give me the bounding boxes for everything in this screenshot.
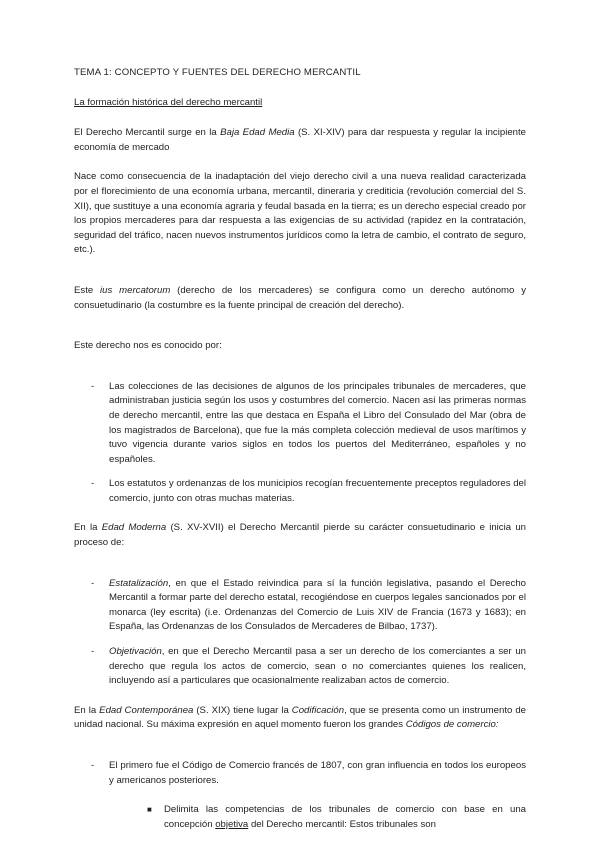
- list-item-text: El primero fue el Código de Comercio francés de 1807, con gran influencia en todos los europeos y americanos posteriores.: [109, 760, 526, 786]
- nested-text-c: del Derecho mercantil: Estos tribunales son: [248, 818, 436, 830]
- list-item-text: , en que el Estado reivindica para sí la función legislativa, pasando el Derecho Mercantil a formar parte del derecho estatal, recogiéndose en cuerpos legales sancionados por el monarca (ley escrita) (i.e. Ordenanzas del Comercio de Luis XIV de Francia (1673 y 1683); en España, las Ordenanzas de los Consulados de Mercaderes de Bilbao, 1737).: [109, 577, 526, 633]
- document-title: TEMA 1: CONCEPTO Y FUENTES DEL DERECHO MERCANTIL: [74, 67, 361, 78]
- estatalizacion-term: Estatalización: [109, 577, 169, 589]
- paragraph-origin-text-a: El Derecho Mercantil surge en la: [74, 127, 221, 139]
- codificacion-term: Codificación: [291, 704, 345, 716]
- paragraph-edad-moderna: [74, 521, 526, 550]
- list-item: [74, 759, 526, 832]
- sources-list: [74, 380, 526, 507]
- list-item-text: , en que el Derecho Mercantil pasa a ser un derecho de los comerciantes a ser un derecho que regula los actos de comercio, sean o no comerciantes quienes los realicen, incluyendo así a particulares que ocasionalmente realizaban actos de comercio.: [109, 646, 526, 687]
- paragraph-ius-text-c: (derecho de los mercaderes) se configura como un derecho autónomo y consuetudinario (la costumbre es la fuente principal de creación del derecho).: [74, 284, 526, 311]
- process-list: [74, 577, 526, 689]
- paragraph-context: Nace como consecuencia de la inadaptación del viejo derecho civil a una nueva realidad caracterizada por el florecimiento de una economía urbana, mercantil, dineraria y crediticia (revolución comercial del S. XII), que sustituye a una economía agraria y feudal basada en la tierra; es un derecho especial creado por los propios mercaderes para dar respuesta a las exigencias de su actividad (rapidez en la contratación, seguridad del tráfico, nacen nuevos instrumentos jurídicos como la letra de cambio, el contrato de seguro, etc.).: [74, 171, 526, 256]
- nested-list: [109, 803, 526, 832]
- codigos-de-comercio-term: Códigos de comercio:: [405, 719, 499, 731]
- paragraph-moderna-text-c: (S. XV-XVII) el Derecho Mercantil pierde su carácter consuetudinario e inicia un proceso de:: [74, 522, 526, 549]
- section-heading: La formación histórica del derecho mercantil: [74, 96, 263, 108]
- paragraph-known-by: Este derecho nos es conocido por:: [74, 340, 222, 352]
- paragraph-moderna-text-a: En la: [74, 522, 102, 534]
- paragraph-contemp-text-c: (S. XIX) tiene lugar la: [193, 704, 292, 716]
- paragraph-ius-mercatorum: [74, 284, 526, 313]
- list-item: [74, 577, 526, 635]
- paragraph-origin: [74, 126, 526, 155]
- objetiva-term: objetiva: [215, 818, 249, 830]
- baja-edad-media-term: Baja Edad Media: [220, 127, 295, 139]
- paragraph-ius-text-a: Este: [74, 284, 101, 296]
- nested-list-item: [74, 803, 526, 832]
- objetivacion-term: Objetivación: [109, 646, 162, 658]
- edad-contemporanea-term: Edad Contemporánea: [99, 704, 194, 716]
- list-item: - Las colecciones de las decisiones de algunos de los principales tribunales de mercaderes, que administraban justicia según los usos y costumbres del comercio. Nacen así las primeras normas de derecho mercantil, entre las que destaca en España el Libro del Consulado del Mar (obra de los magistrados de Barcelona), que fue la más completa colección medieval de usos marítimos y tuvo vigencia durante varios siglos en todos los puertos del Mediterráneo, españoles y no españoles.: [74, 380, 526, 468]
- paragraph-contemp-text-e: , que se presenta como un instrumento de unidad nacional. Su máxima expresión en aquel momento fueron los grandes: [74, 704, 527, 731]
- nested-text-a: Delimita las competencias de los tribunales de comercio con base en una concepción: [164, 804, 526, 830]
- list-item: - Los estatutos y ordenanzas de los municipios recogían frecuentemente preceptos reguladores del comercio, junto con otras muchas materias.: [74, 477, 526, 506]
- paragraph-contemp-text-a: En la: [74, 704, 100, 716]
- list-item: [74, 645, 526, 689]
- ius-mercatorum-term: ius mercatorum: [100, 284, 171, 296]
- edad-moderna-term: Edad Moderna: [101, 522, 167, 534]
- paragraph-edad-contemporanea: [74, 704, 526, 733]
- paragraph-origin-text-c: (S. XI-XIV) para dar respuesta y regular la incipiente economía de mercado: [74, 127, 526, 153]
- codes-list: [74, 759, 526, 832]
